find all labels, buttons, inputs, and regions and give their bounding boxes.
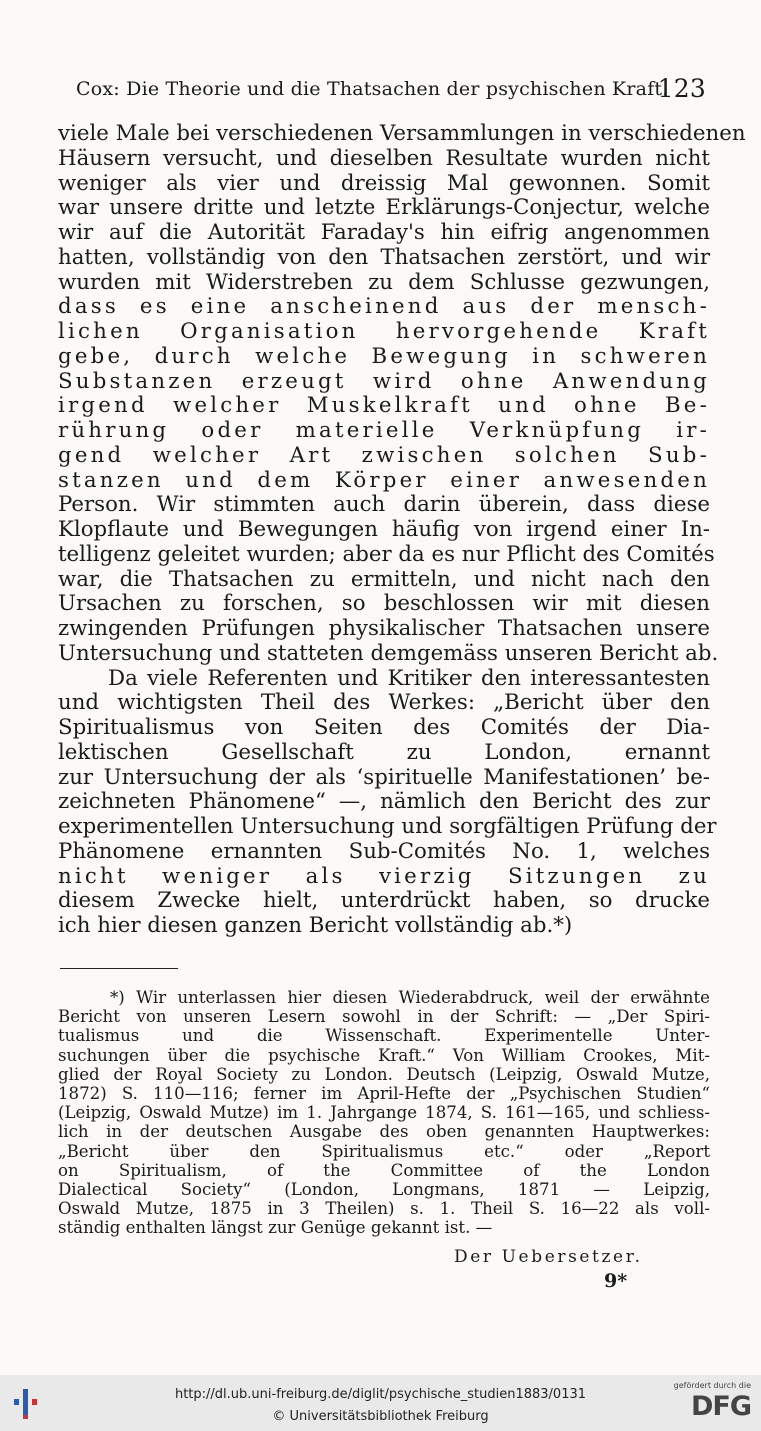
text-line: weniger als vier und dreissig Mal gewonnen. Somit: [58, 170, 710, 196]
text-line: Häusern versucht, und dieselben Resultate wurden nicht: [58, 145, 710, 171]
text-line: hatten, vollständig von den Thatsachen zerstört, und wir: [58, 244, 710, 270]
footnote-line: Bericht von unseren Lesern sowohl in der Schrift: — „Der Spiri-: [58, 1007, 710, 1027]
translator-signature: Der Uebersetzer.: [454, 1247, 643, 1267]
text-line: telligenz geleitet wurden; aber da es nur Pflicht des Comités: [58, 541, 715, 567]
footnote-line: lich in der deutschen Ausgabe des oben genannten Hauptwerkes:: [58, 1122, 710, 1142]
page-number: 123: [657, 74, 706, 103]
footnote-line: Dialectical Society“ (London, Longmans, 1871 — Leipzig,: [58, 1179, 710, 1199]
footnote-line: tualismus und die Wissenschaft. Experimentelle Unter-: [58, 1026, 710, 1046]
funding-note: gefördert durch die: [673, 1381, 751, 1390]
text-line: und wichtigsten Theil des Werkes: „Bericht über den: [58, 690, 710, 716]
text-line: Spiritualismus von Seiten des Comités der Dia-: [58, 715, 710, 740]
footnote-line: *) Wir unterlassen hier diesen Wiederabdruck, weil der erwähnte: [110, 988, 710, 1007]
running-header: [60, 74, 710, 104]
text-line: lichen Organisation hervorgehende Kraft: [58, 319, 710, 344]
text-line: ich hier diesen ganzen Bericht vollständig ab.*): [58, 913, 573, 938]
text-line: war unsere dritte und letzte Erklärungs-Conjectur, welche: [58, 195, 710, 221]
footnote-block: [58, 988, 710, 1237]
text-line: irgend welcher Muskelkraft und ohne Be-: [58, 393, 710, 419]
text-line: rührung oder materielle Verknüpfung ir-: [58, 418, 710, 443]
text-line: lektischen Gesellschaft zu London, ernannt: [58, 739, 710, 765]
page-url-link[interactable]: http://dl.ub.uni-freiburg.de/diglit/psychische_studien1883/0131: [174, 1387, 587, 1402]
footnote-line: Oswald Mutze, 1875 in 3 Theilen) s. 1. Theil S. 16—22 als voll-: [58, 1199, 710, 1219]
text-line: stanzen und dem Körper einer anwesenden: [58, 467, 710, 493]
text-line: gebe, durch welche Bewegung in schweren: [58, 343, 710, 369]
text-line: gend welcher Art zwischen solchen Sub-: [58, 442, 710, 468]
text-line: Untersuchung und statteten demgemäss unseren Bericht ab.: [58, 640, 719, 666]
copyright-text: © Universitätsbibliothek Freiburg: [272, 1409, 489, 1424]
text-line: war, die Thatsachen zu ermitteln, und nicht nach den: [58, 566, 710, 592]
footnote-line: suchungen über die psychische Kraft.“ Von William Crookes, Mit-: [58, 1045, 710, 1065]
text-line: Person. Wir stimmten auch darin überein, dass diese: [58, 492, 710, 518]
text-line: zwingenden Prüfungen physikalischer Thatsachen unsere: [58, 616, 710, 641]
footnote-divider: [60, 968, 178, 969]
text-line: wir auf die Autorität Faraday's hin eifrig angenommen: [58, 220, 710, 245]
running-header-title: Cox: Die Theorie und die Thatsachen der psychischen Kraft.: [76, 78, 669, 100]
signature-mark: 9*: [604, 1270, 628, 1292]
text-line: zeichneten Phänomene“ —, nämlich den Bericht des zur: [58, 789, 710, 815]
text-line: Ursachen zu forschen, so beschlossen wir mit diesen: [58, 591, 710, 617]
text-line: Da viele Referenten und Kritiker den interessantesten: [108, 665, 710, 691]
text-line: Klopflaute und Bewegungen häufig von irgend einer In-: [58, 517, 710, 542]
text-line: diesem Zwecke hielt, unterdrückt haben, so drucke: [58, 888, 710, 914]
footnote-line: (Leipzig, Oswald Mutze) im 1. Jahrgange 1874, S. 161—165, und schliess-: [58, 1103, 710, 1123]
text-line: nicht weniger als vierzig Sitzungen zu: [58, 863, 710, 889]
footnote-line: on Spiritualism, of the Committee of the London: [58, 1160, 710, 1180]
text-line: Phänomene ernannten Sub-Comités No. 1, welches: [58, 838, 710, 864]
text-line: zur Untersuchung der als ‘spirituelle Manifestationen’ be-: [58, 764, 710, 790]
viewer-footer: [0, 1375, 761, 1431]
text-line: wurden mit Widerstreben zu dem Schlusse gezwungen,: [58, 269, 710, 295]
dfg-logo[interactable]: DFG: [690, 1391, 751, 1422]
footnote-line: „Bericht über den Spiritualismus etc.“ oder „Report: [58, 1141, 710, 1161]
text-line: Substanzen erzeugt wird ohne Anwendung: [58, 368, 710, 394]
text-line: viele Male bei verschiedenen Versammlungen in verschiedenen: [58, 121, 746, 146]
footnote-line: ständig enthalten längst zur Genüge gekannt ist. —: [58, 1218, 493, 1238]
text-line: experimentellen Untersuchung und sorgfältigen Prüfung der: [58, 814, 717, 839]
footnote-line: glied der Royal Society zu London. Deutsch (Leipzig, Oswald Mutze,: [58, 1064, 710, 1084]
main-text-block: [58, 121, 746, 939]
text-line: dass es eine anscheinend aus der mensch-: [58, 294, 710, 320]
footnote-line: 1872) S. 110—116; ferner im April-Hefte der „Psychischen Studien“: [58, 1083, 710, 1103]
